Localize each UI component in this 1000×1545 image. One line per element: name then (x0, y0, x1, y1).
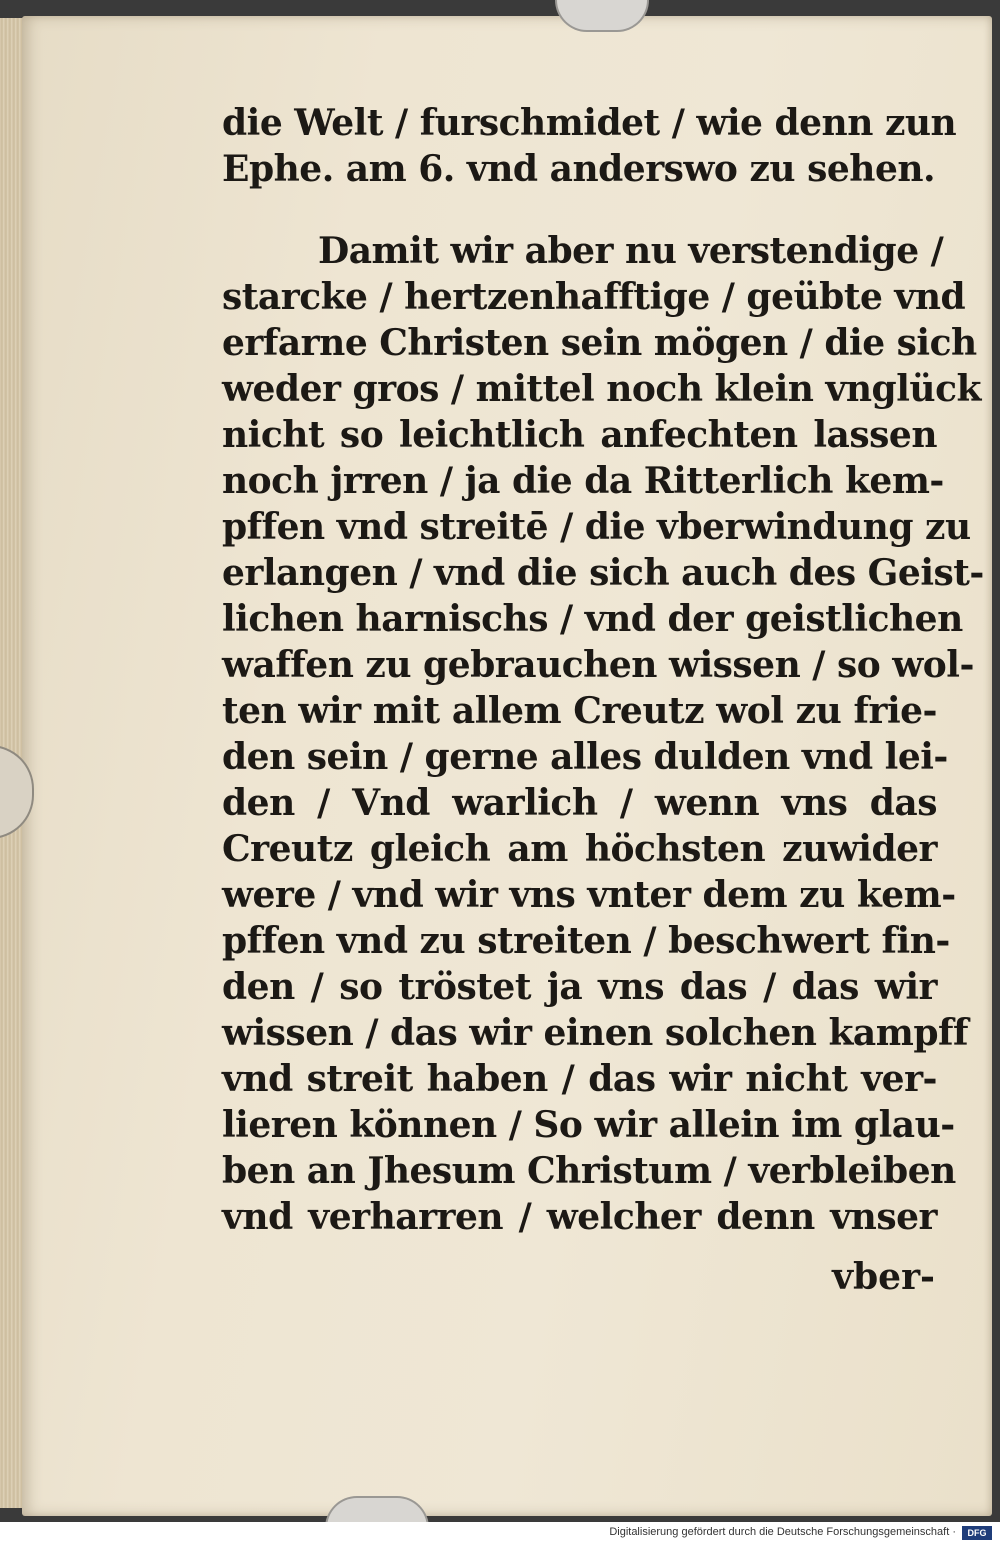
text-line: noch jrren / ja die da Ritterlich kem- (222, 460, 944, 502)
footer-bar (0, 1522, 1000, 1545)
page-text (222, 100, 984, 1240)
text-line: wissen / das wir einen solchen kampff (222, 1012, 968, 1054)
text-line: lieren können / So wir allein im glau- (222, 1104, 955, 1146)
text-line: weder gros / mittel noch klein vnglück (222, 368, 981, 410)
text-line: starcke / hertzenhafftige / geübte vnd (222, 276, 966, 318)
text-line: Damit wir aber nu verstendige / (318, 230, 944, 272)
text-line: Ephe. am 6. vnd anderswo zu sehen. (222, 148, 936, 190)
text-line: vnd streit haben / das wir nicht ver- (222, 1058, 937, 1100)
text-line: Creutz gleich am höchsten zuwider (222, 828, 937, 870)
paragraph-gap (222, 192, 937, 228)
dfg-logo: DFG (962, 1526, 992, 1540)
text-line: den / Vnd warlich / wenn vns das (222, 782, 937, 824)
text-line: vnd verharren / welcher denn vnser (222, 1196, 937, 1238)
text-line: pffen vnd streitē / die vberwindung zu (222, 506, 971, 548)
text-line: nicht so leichtlich anfechten lassen (222, 414, 937, 456)
text-line: pffen vnd zu streiten / beschwert fin- (222, 920, 950, 962)
text-line: den / so tröstet ja vns das / das wir (222, 966, 937, 1008)
text-line: waffen zu gebrauchen wissen / so wol- (222, 644, 974, 686)
text-line: were / vnd wir vns vnter dem zu kem- (222, 874, 956, 916)
text-line: erfarne Christen sein mögen / die sich (222, 322, 977, 364)
text-line: die Welt / furschmidet / wie denn zun (222, 102, 957, 144)
text-line: ten wir mit allem Creutz wol zu frie- (222, 690, 937, 732)
bottom-clip (325, 1496, 429, 1522)
text-line: lichen harnischs / vnd der geistlichen (222, 598, 963, 640)
text-line: den sein / gerne alles dulden vnd lei- (222, 736, 948, 778)
text-line: ben an Jhesum Christum / verbleiben (222, 1150, 956, 1192)
footer-credit: Digitalisierung gefördert durch die Deutsche Forschungsgemeinschaft · (609, 1526, 956, 1538)
text-line: erlangen / vnd die sich auch des Geist- (222, 552, 984, 594)
catchword: vber- (832, 1256, 935, 1298)
